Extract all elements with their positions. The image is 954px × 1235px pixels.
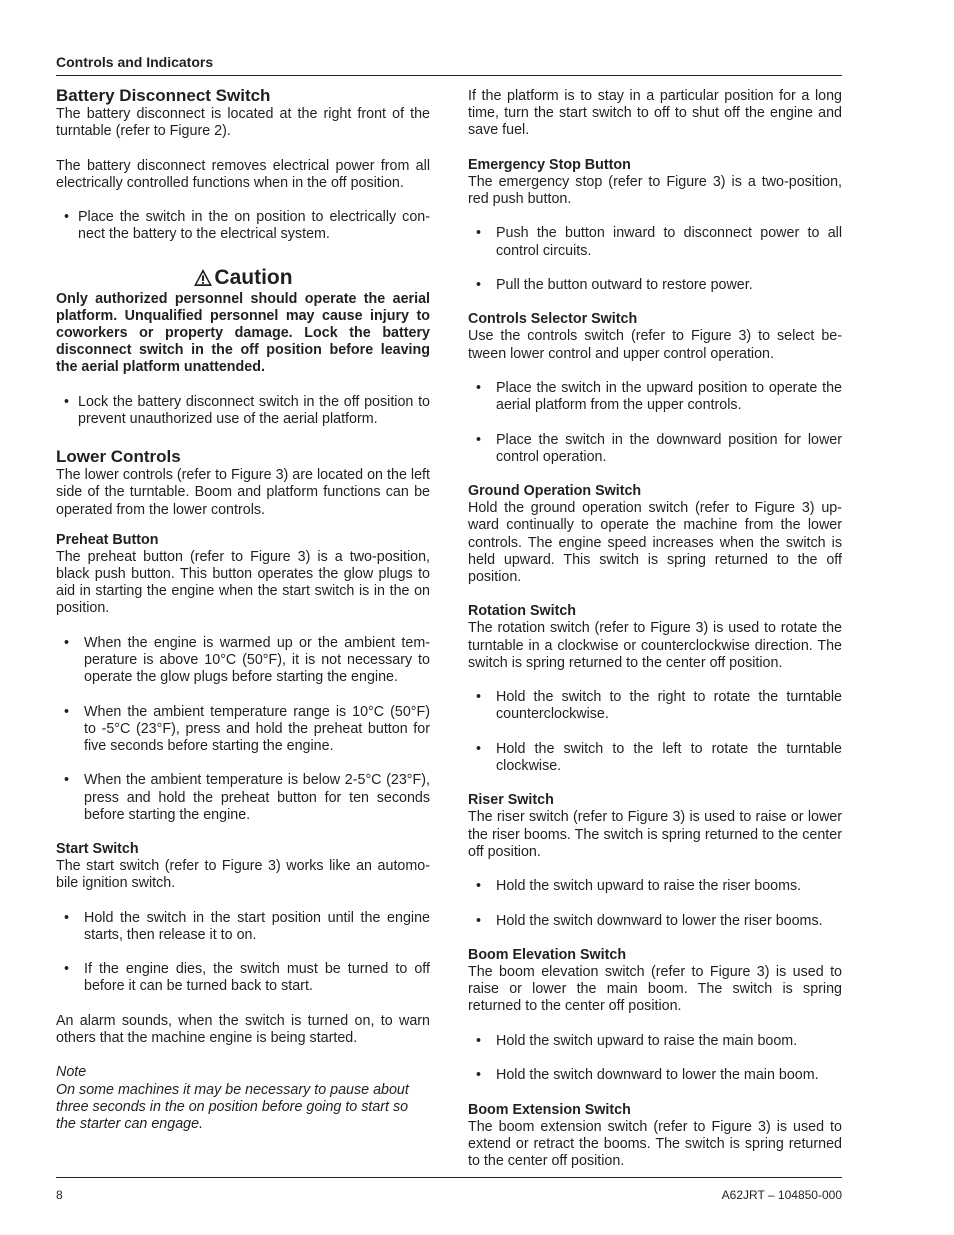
heading-controls-selector: Controls Selector Switch xyxy=(468,311,638,328)
warning-triangle-icon xyxy=(193,268,213,287)
paragraph: The battery disconnect is located at the right front of the turntable (refer to Figure 2). xyxy=(56,106,430,140)
list-item: • Hold the switch to the left to rotate the turntable clockwise. xyxy=(476,740,842,774)
list-item: • Place the switch in the upward position to operate the aerial platform from the upper controls. xyxy=(476,379,842,414)
list-item: • Hold the switch downward to lower the main boom. xyxy=(476,1067,819,1084)
left-column xyxy=(56,86,430,1133)
paragraph: The lower controls (refer to Figure 3) are located on the left side of the turntable. Boom and platform functions can be operated from the lower controls. xyxy=(56,467,430,518)
list-item: • Lock the battery disconnect switch in the off position to prevent unauthorized use of the aerial platform. xyxy=(64,393,430,427)
document-id: A62JRT – 104850-000 xyxy=(721,1188,842,1202)
paragraph: An alarm sounds, when the switch is turned on, to warn others that the machine engine is being started. xyxy=(56,1012,430,1046)
header-rule xyxy=(56,75,842,76)
bullet-list xyxy=(468,689,842,775)
section-title: Controls and Indicators xyxy=(56,54,214,70)
paragraph: If the platform is to stay in a particular position for a long time, turn the start switch to off to shut off the engine and save fuel. xyxy=(468,88,842,139)
list-item: • When the engine is warmed up or the ambient tem-perature is above 10°C (50°F), it is not necessary to operate the glow plugs before starting the engine. xyxy=(64,634,430,686)
list-item: • Pull the button outward to restore power. xyxy=(476,276,753,293)
heading-riser-switch: Riser Switch xyxy=(468,792,554,809)
bullet-list xyxy=(468,380,842,466)
note-label: Note xyxy=(56,1064,87,1081)
heading-lower-controls: Lower Controls xyxy=(56,447,181,467)
footer-rule xyxy=(56,1177,842,1178)
list-item: • If the engine dies, the switch must be turned to off before it can be turned back to start. xyxy=(64,961,430,995)
list-item: • Push the button inward to disconnect power to all control circuits. xyxy=(476,225,842,259)
page-number: 8 xyxy=(56,1188,63,1202)
heading-boom-elevation: Boom Elevation Switch xyxy=(468,946,627,963)
list-item: • Hold the switch downward to lower the riser booms. xyxy=(476,912,823,929)
paragraph: Use the controls switch (refer to Figure 3) to select be-tween lower control and upper control operation. xyxy=(468,328,842,362)
bullet-list xyxy=(56,910,430,996)
heading-start-switch: Start Switch xyxy=(56,841,139,858)
heading-boom-extension: Boom Extension Switch xyxy=(468,1101,631,1118)
right-column xyxy=(468,88,842,1170)
list-item: • Hold the switch upward to raise the riser booms. xyxy=(476,878,802,895)
paragraph: The start switch (refer to Figure 3) works like an automo-bile ignition switch. xyxy=(56,858,430,892)
paragraph: The emergency stop (refer to Figure 3) is a two-position, red push button. xyxy=(468,173,842,207)
heading-battery-disconnect: Battery Disconnect Switch xyxy=(56,86,271,105)
paragraph: The boom extension switch (refer to Figure 3) is used to extend or retract the booms. The switch is spring returned to the center off position. xyxy=(468,1118,842,1169)
paragraph: The boom elevation switch (refer to Figure 3) is used to raise or lower the main boom. The switch is spring returned to the center off position. xyxy=(468,963,842,1015)
caution-heading xyxy=(56,266,430,290)
heading-emergency-stop: Emergency Stop Button xyxy=(468,156,631,173)
bullet-list xyxy=(468,1033,842,1085)
paragraph: The preheat button (refer to Figure 3) is a two-position, black push button. This button operates the glow plugs to aid in starting the engine when the start switch is in the on position. xyxy=(56,548,430,617)
heading-rotation-switch: Rotation Switch xyxy=(468,603,577,620)
list-item: • Hold the switch in the start position until the engine starts, then release it to on. xyxy=(64,909,430,943)
paragraph: The rotation switch (refer to Figure 3) is used to rotate the turntable in a clockwise or counterclockwise direction. The switch is spring returned to the center off position. xyxy=(468,620,842,671)
bullet-list xyxy=(56,209,430,243)
bullet-list xyxy=(56,394,430,428)
list-item: • Hold the switch upward to raise the main boom. xyxy=(476,1032,798,1049)
note-text: On some machines it may be necessary to pause about three seconds in the on position before going to start so the starter can engage. xyxy=(56,1081,409,1132)
bullet-list xyxy=(56,635,430,824)
caution-title: Caution xyxy=(214,265,293,289)
heading-preheat-button: Preheat Button xyxy=(56,531,159,548)
paragraph: Hold the ground operation switch (refer to Figure 3) up-ward continually to operate the machine from the lower controls. The engine speed increases when the switch is held upward. This switch is spring returned to the off position. xyxy=(468,500,842,585)
list-item: • Hold the switch to the right to rotate the turntable counterclockwise. xyxy=(476,689,842,723)
list-item: • When the ambient temperature is below 2-5°C (23°F), press and hold the preheat button for ten seconds before starting the engine. xyxy=(64,772,430,823)
list-item: • Place the switch in the on position to electrically con-nect the battery to the electrical system. xyxy=(64,209,430,243)
bullet-list xyxy=(468,878,842,930)
heading-ground-operation: Ground Operation Switch xyxy=(468,483,642,500)
paragraph: The battery disconnect removes electrical power from all electrically controlled functions when in the off position. xyxy=(56,157,430,191)
paragraph: The riser switch (refer to Figure 3) is used to raise or lower the riser booms. The switch is spring returned to the center off position. xyxy=(468,809,842,860)
list-item: • Place the switch in the downward position for lower control operation. xyxy=(476,431,842,465)
caution-text: Only authorized personnel should operate the aerial platform. Unqualified personnel may cause injury to coworkers or property damage. Lock the battery disconnect switch in the off position before leaving the aerial platform unattended. xyxy=(56,290,430,376)
list-item: • When the ambient temperature range is 10°C (50°F) to -5°C (23°F), press and hold the preheat button for five seconds before starting the engine. xyxy=(64,703,430,755)
bullet-list xyxy=(468,225,842,294)
